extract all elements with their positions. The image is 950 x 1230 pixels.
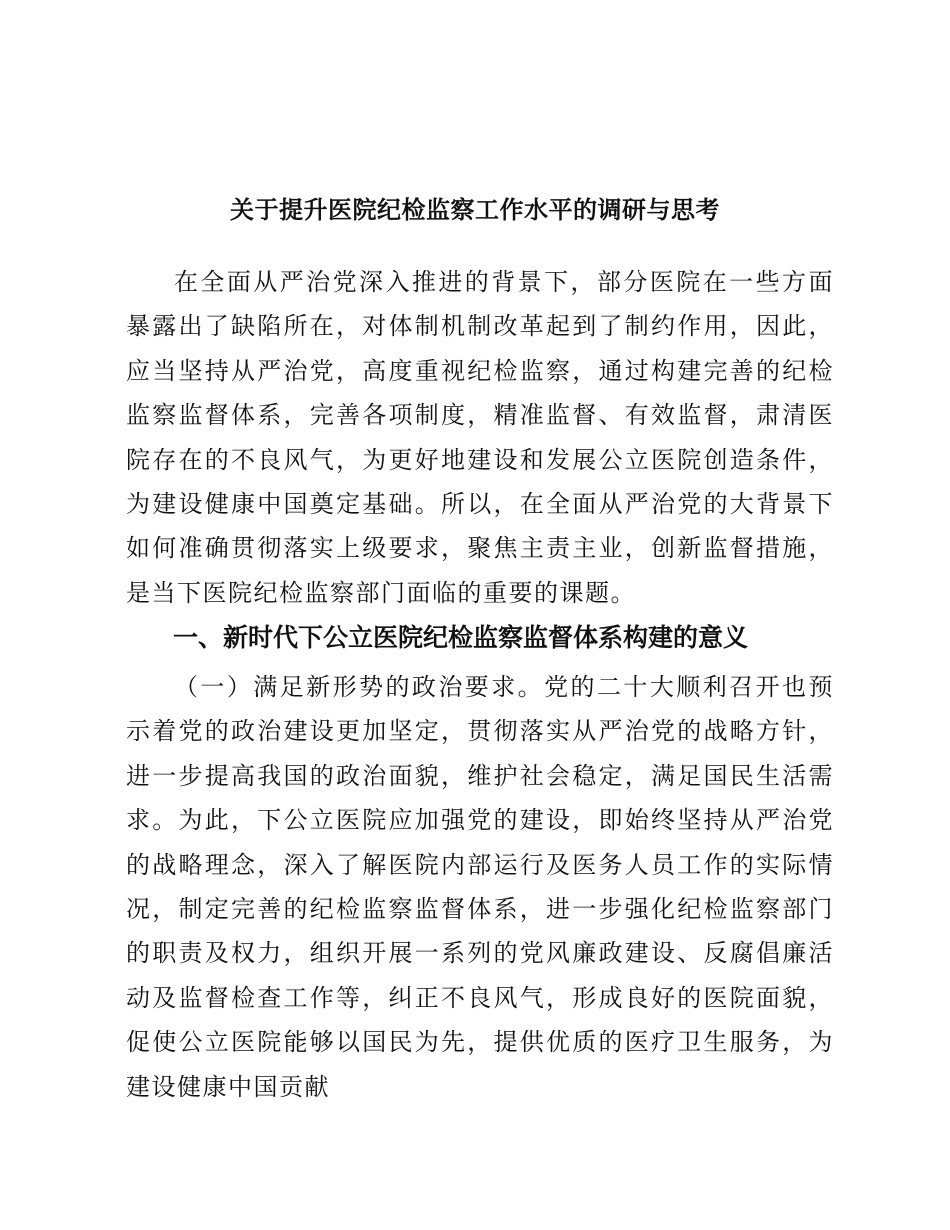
subsection-body: 党的二十大顺利召开也预示着党的政治建设更加坚定，贯彻落实从严治党的战略方针，进一步提高我国的政治面貌，维护社会稳定，满足国民生活需求。为此，下公立医院应加强党的建设，即始终坚持从严治党的战略理念，深入了解医院内部运行及医务人员工作的实际情况，制定完善的纪检监察监督体系，进一步强化纪检监察部门的职责及权力，组织开展一系列的党风廉政建设、反腐倡廉活动及监督检查工作等，纠正不良风气，形成良好的医院面貌，促使公立医院能够以国民为先，提供优质的医疗卫生服务，为建设健康中国贡献 bbox=[126, 673, 834, 1101]
intro-paragraph: 在全面从严治党深入推进的背景下，部分医院在一些方面暴露出了缺陷所在，对体制机制改革起到了制约作用，因此，应当坚持从严治党，高度重视纪检监察，通过构建完善的纪检监察监督体系，完善各项制度，精准监督、有效监督，肃清医院存在的不良风气，为更好地建设和发展公立医院创造条件，为建设健康中国奠定基础。所以，在全面从严治党的大背景下如何准确贯彻落实上级要求，聚焦主责主业，创新监督措施，是当下医院纪检监察部门面临的重要的课题。 bbox=[126, 268, 834, 607]
subsection-paragraph bbox=[126, 665, 834, 1109]
section-heading: 一、新时代下公立医院纪检监察监督体系构建的意义 bbox=[173, 623, 749, 652]
document-title: 关于提升医院纪检监察工作水平的调研与思考 bbox=[230, 195, 720, 224]
subsection-lead: （一）满足新形势的政治要求。 bbox=[174, 673, 545, 701]
